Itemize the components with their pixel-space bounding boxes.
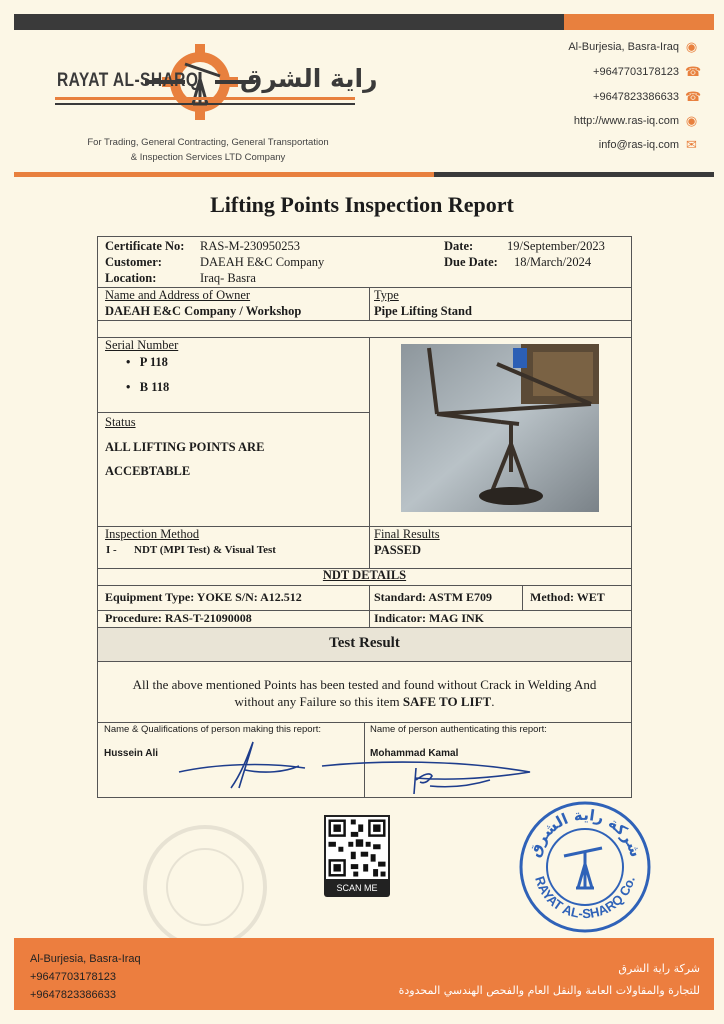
- qr-code[interactable]: [324, 815, 390, 881]
- contact-phone-2: +9647823386633 ☎: [593, 89, 702, 104]
- footer-contact: Al-Burjesia, Basra-Iraq +9647703178123 +9647823386633: [30, 953, 141, 1001]
- signature-left-label: Name & Qualifications of person making this report:: [104, 724, 322, 735]
- status-label: Status: [105, 415, 136, 429]
- indicator: Indicator: MAG INK: [374, 611, 484, 625]
- test-result-title: Test Result: [329, 635, 400, 651]
- serial-item: • P 118: [126, 355, 168, 369]
- date-value: 19/September/2023: [507, 239, 605, 253]
- company-stamp: [516, 798, 654, 936]
- contact-email[interactable]: info@ras-iq.com ✉: [598, 137, 697, 152]
- serial-item: • B 118: [126, 380, 170, 394]
- ndt-details-title: NDT DETAILS: [322, 568, 407, 582]
- top-bar: [14, 14, 714, 30]
- header-divider: [14, 172, 714, 177]
- faded-stamp: [140, 822, 270, 952]
- type-label: Type: [374, 288, 399, 302]
- signature-right-label: Name of person authenticating this report:: [370, 724, 547, 735]
- final-results-label: Final Results: [374, 527, 440, 541]
- company-tagline: For Trading, General Contracting, General Transportation & Inspection Services LTD Company: [87, 137, 329, 163]
- envelope-icon: ✉: [686, 137, 697, 152]
- company-name-ar: راية الشرق: [240, 64, 378, 93]
- contact-phone-1: +9647703178123 ☎: [593, 64, 702, 79]
- status-line-1: ALL LIFTING POINTS ARE: [105, 440, 265, 454]
- phone-icon: ☎: [685, 89, 702, 104]
- method-label: Inspection Method: [105, 527, 200, 541]
- status-line-2: ACCEBTABLE: [105, 464, 191, 478]
- svg-text:RAYAT AL-SHARQ Co.: RAYAT AL-SHARQ Co.: [532, 874, 638, 922]
- signature-left-name: Hussein Ali: [104, 748, 159, 759]
- certificate-no: RAS-M-230950253: [200, 239, 301, 253]
- procedure: Procedure: RAS-T-21090008: [105, 611, 252, 625]
- final-results-value: PASSED: [374, 543, 422, 557]
- method-num: I -: [106, 544, 117, 556]
- method-value: NDT (MPI Test) & Visual Test: [134, 544, 276, 556]
- due-date-value: 18/March/2024: [514, 255, 592, 269]
- contact-website[interactable]: http://www.ras-iq.com ◉: [573, 113, 698, 128]
- standard: Standard: ASTM E709: [374, 590, 493, 604]
- equipment-photo: [401, 344, 599, 512]
- footer-arabic: شركة راية الشرق للتجارة والمقاولات العامة والنقل العام والفحص الهندسي المحدودة: [398, 962, 700, 997]
- location-value: Iraq- Basra: [200, 271, 256, 285]
- svg-text:شركة راية الشرق: شركة راية الشرق: [525, 805, 645, 860]
- globe-icon: ◉: [685, 113, 698, 128]
- owner-value: DAEAH E&C Company / Workshop: [105, 304, 302, 318]
- equipment-type: Equipment Type: YOKE S/N: A12.512: [105, 590, 302, 604]
- date-label: Date:: [444, 239, 474, 253]
- scan-me-label: SCAN ME: [324, 880, 390, 897]
- company-name-en: RAYAT AL-SHARQ: [57, 70, 199, 91]
- contact-address: Al-Burjesia, Basra-Iraq ◉: [568, 39, 698, 54]
- owner-label: Name and Address of Owner: [105, 288, 251, 302]
- certificate-label: Certificate No:: [105, 239, 185, 253]
- location-label: Location:: [105, 271, 157, 285]
- test-result-text: All the above mentioned Points has been tested and found without Crack in Welding And without any Failure so this item SAFE TO LIFT.: [132, 677, 597, 709]
- method-wet: Method: WET: [530, 590, 605, 604]
- serial-label: Serial Number: [105, 338, 179, 352]
- location-pin-icon: ◉: [685, 39, 698, 54]
- signature-right-name: Mohammad Kamal: [370, 748, 459, 759]
- signature-mohammad: [320, 752, 540, 798]
- signature-hussein: [175, 738, 315, 794]
- report-title: Lifting Points Inspection Report: [210, 192, 514, 217]
- customer-label: Customer:: [105, 255, 162, 269]
- phone-icon: ☎: [685, 64, 702, 79]
- customer-value: DAEAH E&C Company: [200, 255, 325, 269]
- due-date-label: Due Date:: [444, 255, 498, 269]
- type-value: Pipe Lifting Stand: [374, 304, 472, 318]
